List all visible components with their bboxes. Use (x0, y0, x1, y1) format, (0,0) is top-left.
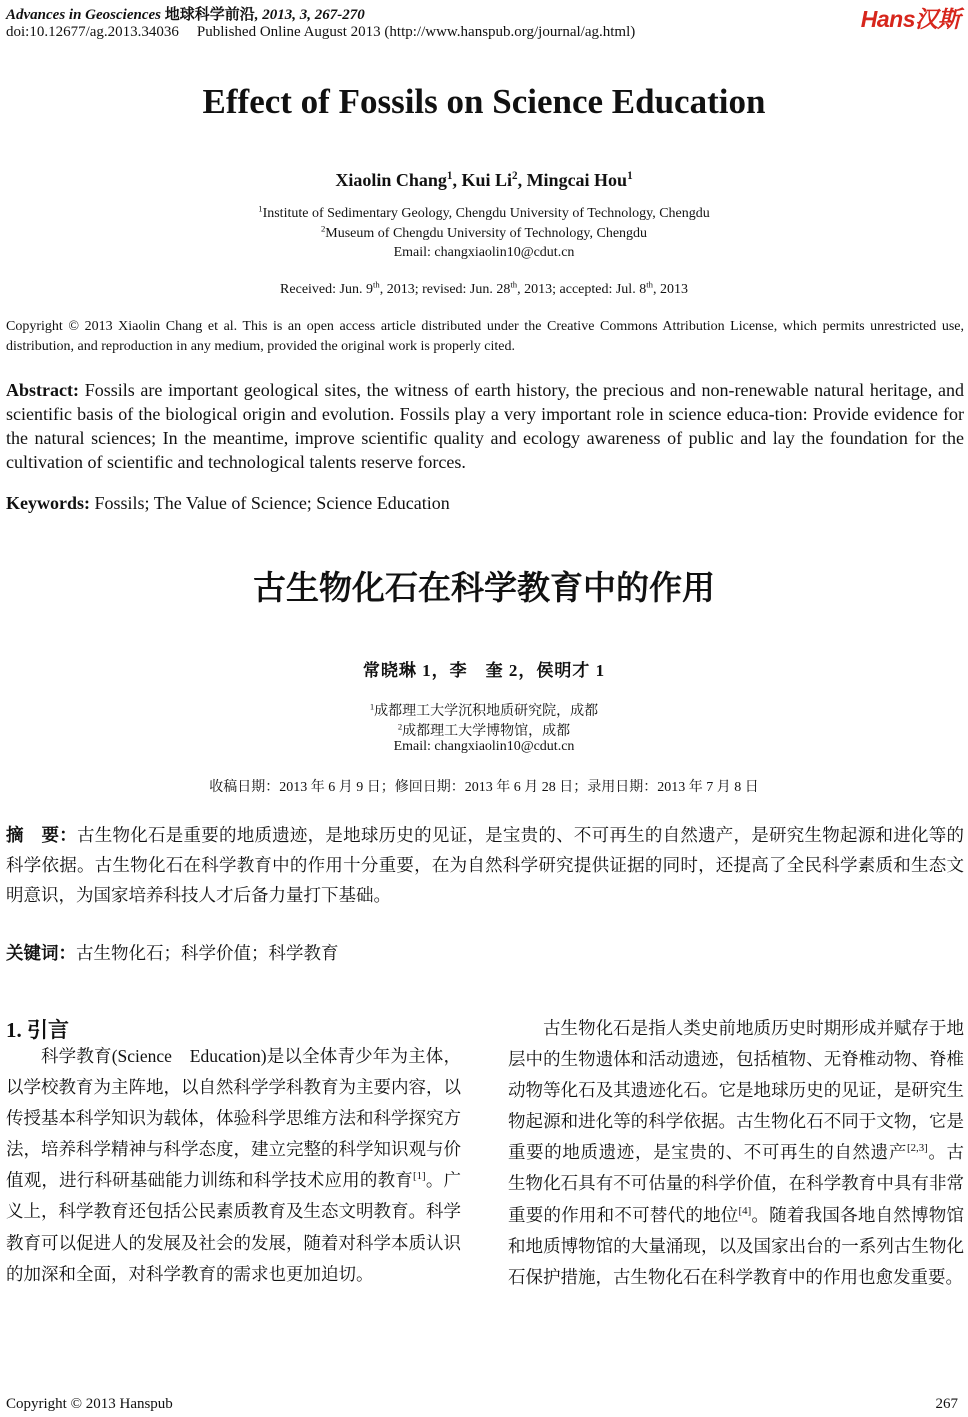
cn-submission-dates: 收稿日期：2013 年 6 月 9 日；修回日期：2013 年 6 月 28 日；录用日期：2013 年 7 月 8 日 (209, 780, 759, 795)
doi-line (6, 24, 635, 41)
cn-paper-title: 古生物化石在科学教育中的作用 (253, 568, 715, 607)
citation: [4] (738, 1204, 752, 1217)
cn-keywords-label: 关键词： (6, 943, 76, 963)
keywords (6, 493, 450, 514)
affiliation-number: 2 (320, 223, 326, 234)
body-right-column (508, 1013, 964, 1293)
cn-author-list: 常晓琳 1，李 奎 2，侯明才 1 (362, 661, 606, 680)
paragraph-text: 。古生物化石具有不可估量的科学价值，在科学教育中具有非常重要的作用和不可替代的地位 (508, 1142, 965, 1225)
author-name: Mingcai Hou (526, 170, 628, 190)
cn-affiliation-2 (0, 720, 968, 740)
cn-keywords (6, 940, 339, 965)
footer-copyright: Copyright © 2013 Hanspub (6, 1396, 173, 1412)
cn-author-email: Email: changxiaolin10@cdut.cn (393, 739, 575, 754)
hans-logo: Hans汉斯 (860, 6, 960, 32)
date-year: , 2013 (652, 282, 688, 297)
affiliation-1 (0, 203, 968, 222)
author-separator: , (517, 170, 527, 190)
affiliation-text: Institute of Sedimentary Geology, Chengdu University of Technology, Chengdu (262, 206, 710, 221)
author-name: Xiaolin Chang (335, 170, 447, 190)
abstract-text: Fossils are important geological sites, the witness of earth history, the precious and non-renewable natural heritage, and scientific basis of the biological origin and evolution. Fossils play a very important role in science educa-tion: Provide evidence for the natural sciences; In the meantime, improve scientific quality and ecology awareness of public and lay the foundation for the cultivation of scientific and technological talents reserve forces. (6, 380, 964, 472)
citation: [2,3] (906, 1142, 928, 1155)
journal-header (6, 3, 365, 24)
affiliation-number: 2 (397, 721, 403, 732)
keywords-label: Keywords: (6, 493, 90, 513)
doi: doi:10.12677/ag.2013.34036 (6, 24, 179, 40)
author-name: Kui Li (461, 170, 512, 190)
page-number: 267 (935, 1396, 958, 1412)
affiliation-number: 1 (258, 203, 263, 214)
author-email: Email: changxiaolin10@cdut.cn (393, 245, 575, 260)
affiliation-2 (0, 223, 968, 242)
affiliation-text: 成都理工大学博物馆，成都 (402, 724, 571, 739)
author-affiliation-number: 1 (446, 170, 453, 182)
copyright-notice: Copyright © 2013 Xiaolin Chang et al. This is an open access article distributed under the Creative Commons Attribution License, which permits unrestricted use, distribution, and reproduction in any medium, provided the original work is properly cited. (6, 319, 964, 354)
affiliation-text: Museum of Chengdu University of Technology, Chengdu (325, 226, 648, 241)
body-left-column (6, 1041, 461, 1290)
author-affiliation-number: 1 (627, 170, 633, 182)
author-separator: , (452, 170, 462, 190)
cn-abstract (6, 820, 964, 910)
citation: [1] (412, 1170, 426, 1183)
cn-abstract-label: 摘 要： (6, 825, 77, 845)
section-heading: 1. 引言 (6, 1018, 69, 1042)
author-affiliation-number: 2 (511, 170, 518, 182)
keywords-text: Fossils; The Value of Science; Science Education (94, 493, 450, 513)
received-date: Received: Jun. 9 (280, 282, 373, 297)
paragraph-text: 古生物化石是指人类史前地质历史时期形成并赋存于地层中的生物遗体和活动遗迹，包括植物、无脊椎动物、脊椎动物等化石及其遗迹化石。它是地球历史的见证，是研究生物起源和进化等的科学依据。古生物化石不同于文物，它是重要的地质遗迹，是宝贵的、不可再生的自然遗产 (508, 1018, 964, 1163)
affiliation-text: 成都理工大学沉积地质研究院，成都 (374, 704, 599, 719)
paper-title: Effect of Fossils on Science Education (202, 82, 766, 121)
affiliation-number: 1 (369, 701, 375, 712)
revised-date: , 2013; revised: Jun. 28 (379, 282, 511, 297)
published-online: Published Online August 2013 (http://www.hanspub.org/journal/ag.html) (196, 24, 636, 40)
ordinal-suffix: th (510, 279, 518, 290)
paragraph-text: 。随着我国各地自然博物馆和地质博物馆的大量涌现，以及国家出台的一系列古生物化石保护措施，古生物化石在科学教育中的作用也愈发重要。 (508, 1204, 965, 1287)
author-list (0, 170, 968, 191)
ordinal-suffix: th (646, 279, 653, 290)
journal-name: Advances in Geosciences (6, 7, 161, 23)
cn-abstract-text: 古生物化石是重要的地质遗迹，是地球历史的见证，是宝贵的、不可再生的自然遗产，是研究生物起源和进化等的科学依据。古生物化石在科学教育中的作用十分重要，在为自然科学研究提供证据的同时，还提高了全民科学素质和生态文明意识，为国家培养科技人才后备力量打下基础。 (6, 825, 964, 905)
accepted-date: , 2013; accepted: Jul. 8 (517, 282, 647, 297)
abstract (6, 378, 964, 474)
submission-dates (0, 279, 968, 298)
journal-name-cn: 地球科学前沿 (164, 7, 255, 23)
ordinal-suffix: th (372, 279, 380, 290)
paragraph-text: 。广义上，科学教育还包括公民素质教育及生态文明教育。科学教育可以促进人的发展及社会的发展，随着对科学本质认识的加深和全面，对科学教育的需求也更加迫切。 (6, 1170, 462, 1284)
paragraph-text: 科学教育(Science Education)是以全体青少年为主体，以学校教育为主阵地，以自然科学学科教育为主要内容，以传授基本科学知识为载体，体验科学思维方法和科学探究方法，培养科学精神与科学态度，建立完整的科学知识观与价值观，进行科研基础能力训练和科学技术应用的教育 (6, 1046, 461, 1191)
abstract-label: Abstract: (6, 380, 79, 400)
cn-affiliation-1 (0, 700, 968, 720)
volume-info: , 2013, 3, 267-270 (254, 7, 365, 23)
cn-keywords-text: 古生物化石；科学价值；科学教育 (76, 943, 339, 963)
